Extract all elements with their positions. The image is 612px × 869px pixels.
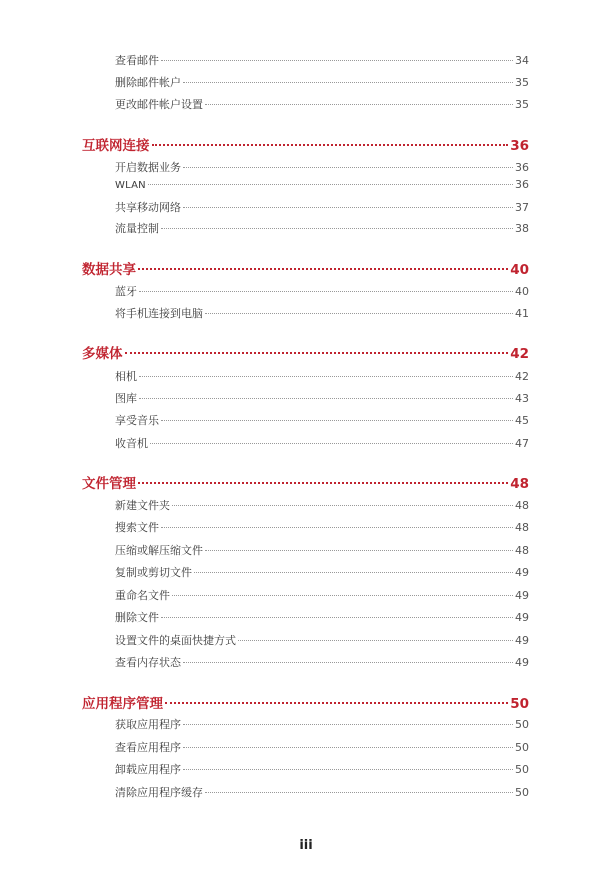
page-reference: 50	[515, 718, 529, 731]
dot-leader	[161, 228, 513, 229]
page-reference: 49	[515, 589, 529, 602]
dot-leader	[172, 595, 513, 596]
toc-section-heading[interactable]	[82, 258, 529, 278]
entry-title: 删除邮件帐户	[115, 76, 181, 89]
dot-leader	[161, 527, 513, 528]
dot-leader	[161, 420, 513, 421]
dot-leader	[138, 268, 508, 270]
dot-leader	[183, 207, 513, 208]
entry-title: 流量控制	[115, 222, 159, 235]
toc-entry[interactable]	[115, 654, 529, 670]
dot-leader	[138, 482, 508, 484]
entry-title: 共享移动网络	[115, 201, 181, 214]
dot-leader	[183, 724, 513, 725]
page-reference: 50	[515, 763, 529, 776]
entry-title: 查看应用程序	[115, 741, 181, 754]
dot-leader	[194, 572, 513, 573]
page-reference: 34	[515, 54, 529, 67]
entry-title: 重命名文件	[115, 589, 170, 602]
page-reference: 49	[515, 566, 529, 579]
toc-entry[interactable]	[115, 587, 529, 603]
toc-entry[interactable]	[115, 784, 529, 800]
toc-section-heading[interactable]	[82, 692, 529, 712]
entry-title: 将手机连接到电脑	[115, 307, 203, 320]
section-title: 数据共享	[82, 262, 136, 278]
page-number: iii	[299, 838, 313, 853]
toc-entry[interactable]	[115, 542, 529, 558]
dot-leader	[238, 640, 513, 641]
toc-entry[interactable]	[115, 96, 529, 112]
toc-section-heading[interactable]	[82, 134, 529, 154]
page-reference: 50	[515, 741, 529, 754]
page-reference: 50	[515, 786, 529, 799]
entry-title: 图库	[115, 392, 137, 405]
page-reference: 41	[515, 307, 529, 320]
page-reference: 35	[515, 98, 529, 111]
page-reference: 49	[515, 634, 529, 647]
page-reference: 42	[515, 370, 529, 383]
entry-title: 新建文件夹	[115, 499, 170, 512]
section-title: 多媒体	[82, 346, 123, 362]
entry-title: 复制或剪切文件	[115, 566, 192, 579]
toc-entry[interactable]	[115, 74, 529, 90]
page-reference: 50	[510, 696, 529, 712]
entry-title: 开启数据业务	[115, 161, 181, 174]
dot-leader	[183, 82, 513, 83]
page-reference: 49	[515, 656, 529, 669]
toc-entry[interactable]	[115, 199, 529, 215]
toc-entry[interactable]	[115, 159, 529, 175]
entry-title: WLAN	[115, 180, 146, 191]
dot-leader	[161, 60, 513, 61]
entry-title: 压缩或解压缩文件	[115, 544, 203, 557]
page-reference: 38	[515, 222, 529, 235]
page-reference: 43	[515, 392, 529, 405]
entry-title: 蓝牙	[115, 285, 137, 298]
entry-title: 收音机	[115, 437, 148, 450]
page-reference: 48	[515, 521, 529, 534]
dot-leader	[183, 769, 513, 770]
dot-leader	[165, 702, 508, 704]
dot-leader	[205, 104, 513, 105]
dot-leader	[161, 617, 513, 618]
page-reference: 36	[510, 138, 529, 154]
toc-section-heading[interactable]	[82, 472, 529, 492]
entry-title: 更改邮件帐户设置	[115, 98, 203, 111]
entry-title: 查看邮件	[115, 54, 159, 67]
entry-title: 搜索文件	[115, 521, 159, 534]
toc-entry[interactable]	[115, 220, 529, 236]
toc-entry[interactable]	[115, 52, 529, 68]
dot-leader	[172, 505, 513, 506]
entry-title: 查看内存状态	[115, 656, 181, 669]
toc-entry[interactable]	[115, 368, 529, 384]
dot-leader	[183, 747, 513, 748]
toc-entry[interactable]	[115, 609, 529, 625]
toc-entry[interactable]	[115, 497, 529, 513]
section-title: 互联网连接	[82, 138, 150, 154]
dot-leader	[152, 144, 509, 146]
toc-entry[interactable]	[115, 412, 529, 428]
entry-title: 相机	[115, 370, 137, 383]
dot-leader	[150, 443, 513, 444]
dot-leader	[139, 376, 513, 377]
entry-title: 设置文件的桌面快捷方式	[115, 634, 236, 647]
entry-title: 删除文件	[115, 611, 159, 624]
entry-title: 获取应用程序	[115, 718, 181, 731]
entry-title: 卸载应用程序	[115, 763, 181, 776]
toc-entry[interactable]	[115, 435, 529, 451]
dot-leader	[148, 184, 513, 185]
toc-entry[interactable]	[115, 564, 529, 580]
toc-entry[interactable]	[115, 632, 529, 648]
section-title: 文件管理	[82, 476, 136, 492]
dot-leader	[183, 662, 513, 663]
entry-title: 清除应用程序缓存	[115, 786, 203, 799]
toc-entry[interactable]	[115, 519, 529, 535]
dot-leader	[205, 313, 513, 314]
dot-leader	[139, 291, 513, 292]
page-reference: 48	[510, 476, 529, 492]
section-title: 应用程序管理	[82, 696, 163, 712]
page-reference: 49	[515, 611, 529, 624]
toc-section-heading[interactable]	[82, 342, 529, 362]
page-reference: 36	[515, 178, 529, 191]
page-reference: 48	[515, 499, 529, 512]
page-reference: 47	[515, 437, 529, 450]
page-reference: 40	[515, 285, 529, 298]
dot-leader	[125, 352, 509, 354]
toc-entry[interactable]	[115, 178, 529, 191]
toc-entry[interactable]	[115, 716, 529, 732]
page-reference: 40	[510, 262, 529, 278]
entry-title: 享受音乐	[115, 414, 159, 427]
toc-entry[interactable]	[115, 305, 529, 321]
dot-leader	[183, 167, 513, 168]
page-reference: 35	[515, 76, 529, 89]
toc-entry[interactable]	[115, 283, 529, 299]
toc-entry[interactable]	[115, 761, 529, 777]
page-reference: 48	[515, 544, 529, 557]
page-reference: 36	[515, 161, 529, 174]
toc-entry[interactable]	[115, 390, 529, 406]
dot-leader	[139, 398, 513, 399]
dot-leader	[205, 792, 513, 793]
page-reference: 37	[515, 201, 529, 214]
toc-entry[interactable]	[115, 739, 529, 755]
page-reference: 45	[515, 414, 529, 427]
dot-leader	[205, 550, 513, 551]
page-reference: 42	[510, 346, 529, 362]
